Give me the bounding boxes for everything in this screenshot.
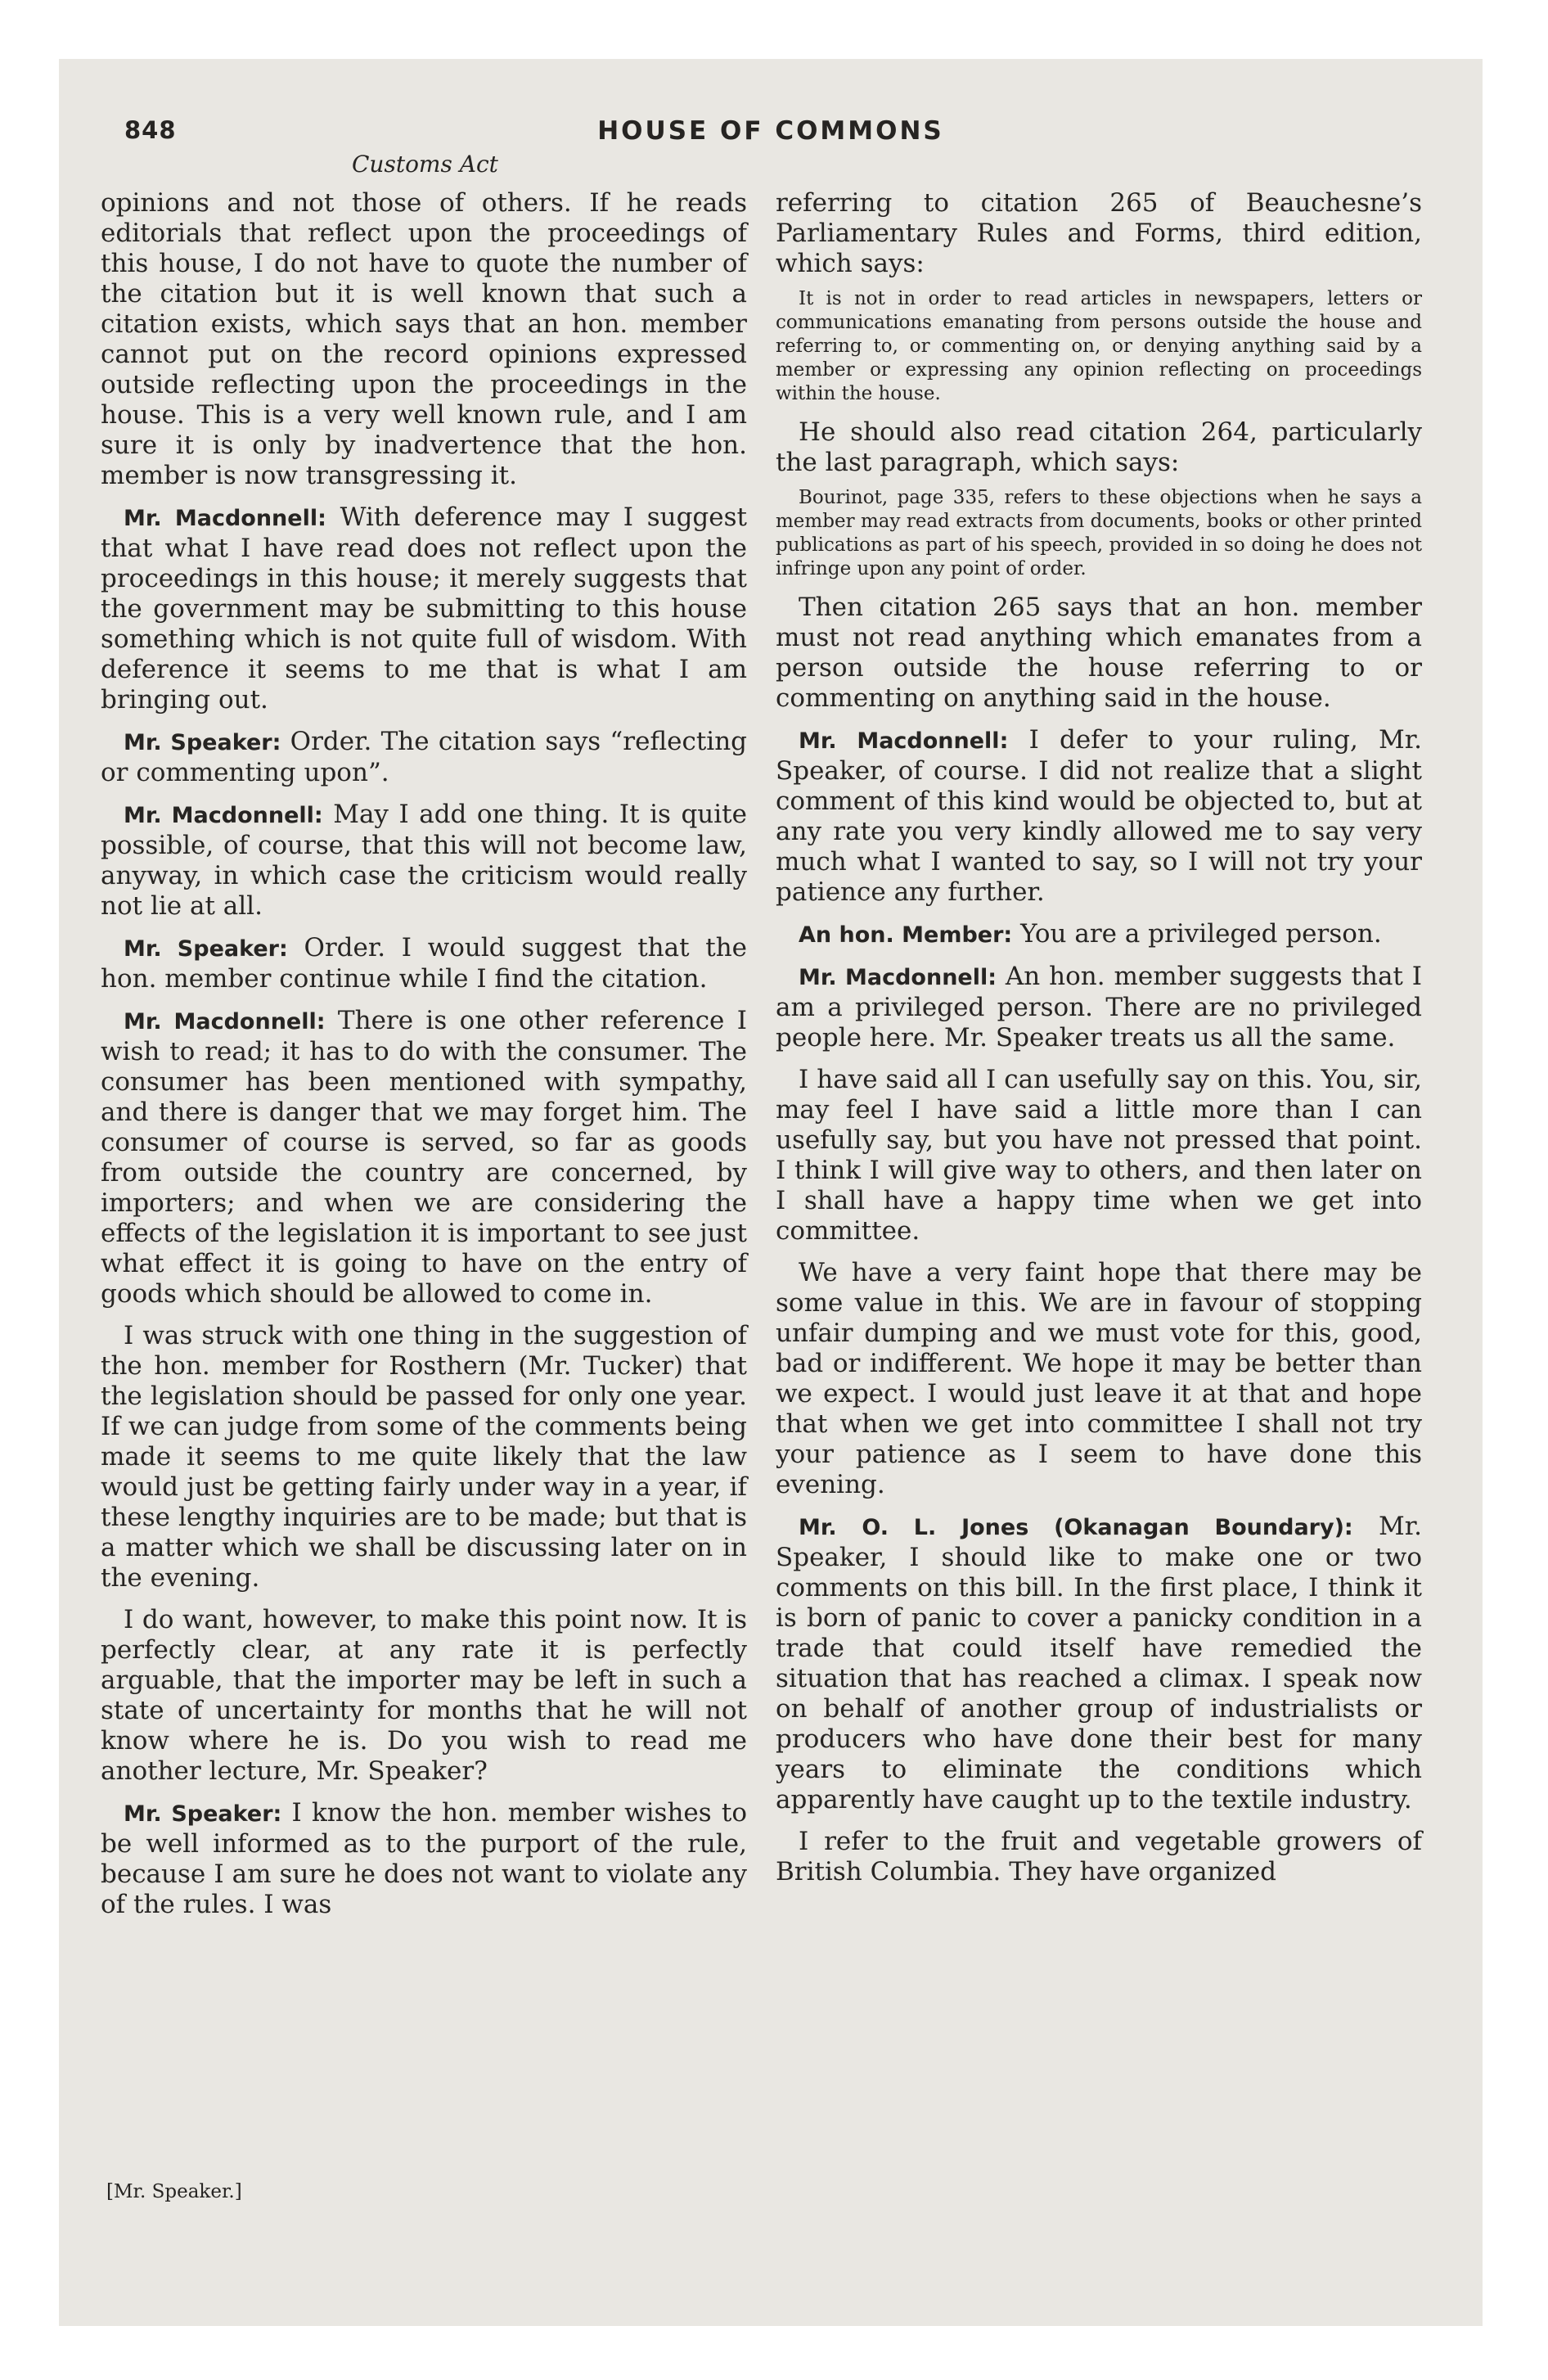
paragraph: An hon. Member: You are a privileged person.: [799, 919, 1382, 949]
page-title: HOUSE OF COMMONS: [597, 116, 944, 146]
paragraph: He should also read citation 264, particularly the last paragraph, which says:: [776, 417, 1422, 477]
speaker-name: Mr. Macdonnell:: [124, 1009, 326, 1034]
left-column: [101, 188, 747, 1931]
quotation: It is not in order to read articles in newspapers, letters or communications emanating from persons outside the house and referring to, or commenting on, or denying anything said by a member or expressing any opinion reflecting on proceedings within the house.: [776, 288, 1422, 404]
subject-heading: Customs Act: [352, 151, 498, 178]
page: [59, 59, 1483, 2326]
speaker-name: Mr. Macdonnell:: [124, 506, 326, 531]
speaker-name: Mr. Macdonnell:: [799, 728, 1009, 754]
speaker-name: Mr. Macdonnell:: [124, 803, 323, 828]
paragraph: Then citation 265 says that an hon. member must not read anything which emanates from a person outside the house referring to or commenting on anything said in the house.: [776, 593, 1422, 713]
paragraph: We have a very faint hope that there may be some value in this. We are in favour of stopping unfair dumping and we must vote for this, good, bad or indifferent. We hope it may be better than we expect. I would just leave it at that and hope that when we get into committee I shall not try your patience as I seem to have done this evening.: [776, 1258, 1422, 1499]
paragraph: Mr. Speaker: I know the hon. member wishes to be well informed as to the purport of the rule, because I am sure he does not want to violate any of the rules. I was: [101, 1798, 748, 1919]
paragraph: I have said all I can usefully say on this. You, sir, may feel I have said a little more than I can usefully say, but you have not pressed that point. I think I will give way to others, and then later on I shall have a happy time when we get into committee.: [776, 1065, 1422, 1246]
right-column: [776, 188, 1422, 1899]
footer-speaker-note: [Mr. Speaker.]: [106, 2181, 242, 2202]
speaker-name: Mr. Speaker:: [124, 730, 281, 755]
paragraph: I refer to the fruit and vegetable growers of British Columbia. They have organized: [776, 1827, 1422, 1886]
paragraph: Mr. Macdonnell: May I add one thing. It is quite possible, of course, that this will not become law, anyway, in which case the criticism would really not lie at all.: [101, 800, 747, 921]
paragraph: referring to citation 265 of Beauchesne’s Parliamentary Rules and Forms, third edition, which says:: [776, 188, 1422, 278]
page-number: 848: [124, 116, 177, 144]
paragraph: Mr. Macdonnell: There is one other reference I wish to read; it has to do with the consumer. The consumer has been mentioned with sympathy, and there is danger that we may forget him. The consumer of course is served, so far as goods from outside the country are concerned, by importers; and when we are considering the effects of the legislation it is important to see just what effect it is going to have on the entry of goods which should be allowed to come in.: [101, 1006, 748, 1309]
paragraph: Mr. Speaker: Order. I would suggest that the hon. member continue while I find the citation.: [101, 933, 748, 994]
quotation: Bourinot, page 335, refers to these objections when he says a member may read extracts from documents, books or other printed publications as part of his speech, provided in so doing he does not infringe upon any point of order.: [776, 487, 1422, 579]
speaker-name: Mr. Speaker:: [124, 1801, 282, 1827]
paragraph: opinions and not those of others. If he reads editorials that reflect upon the proceedings of this house, I do not have to quote the number of the citation but it is well known that such a citation exists, which says that an hon. member cannot put on the record opinions expressed outside reflecting upon the proceedings in the house. This is a very well known rule, and I am sure it is only by inadvertence that the hon. member is now transgressing it.: [101, 188, 747, 490]
paragraph: Mr. Macdonnell: An hon. member suggests that I am a privileged person. There are no privileged people here. Mr. Speaker treats us all the same.: [776, 962, 1422, 1053]
paragraph: Mr. O. L. Jones (Okanagan Boundary): Mr. Speaker, I should like to make one or two comments on this bill. In the first place, I think it is born of panic to cover a panicky condition in a trade that could itself have remedied the situation that has reached a climax. I speak now on behalf of another group of industrialists or producers who have done their best for many years to eliminate the conditions which apparently have caught up to the textile industry.: [776, 1512, 1423, 1814]
paragraph: I do want, however, to make this point now. It is perfectly clear, at any rate it is perfectly arguable, that the importer may be left in such a state of uncertainty for months that he will not know where he is. Do you wish to read me another lecture, Mr. Speaker?: [101, 1605, 747, 1786]
paragraph: I was struck with one thing in the suggestion of the hon. member for Rosthern (Mr. Tucker) that the legislation should be passed for only one year. If we can judge from some of the comments being made it seems to me quite likely that the law would just be getting fairly under way in a year, if these lengthy inquiries are to be made; but that is a matter which we shall be discussing later on in the evening.: [101, 1321, 747, 1593]
paragraph: Mr. Speaker: Order. The citation says “reflecting or commenting upon”.: [101, 727, 748, 787]
paragraph: Mr. Macdonnell: With deference may I suggest that what I have read does not reflect upon the proceedings in this house; it merely suggests that the government may be submitting to this house something which is not quite full of wisdom. With deference it seems to me that is what I am bringing out.: [101, 503, 747, 714]
speaker-name: An hon. Member:: [799, 922, 1013, 948]
paragraph: Mr. Macdonnell: I defer to your ruling, Mr. Speaker, of course. I did not realize that a slight comment of this kind would be objected to, but at any rate you very kindly allowed me to say very much what I wanted to say, so I will not try your patience any further.: [776, 725, 1422, 907]
speaker-name: Mr. Macdonnell:: [799, 965, 997, 990]
speaker-name: Mr. Speaker:: [124, 936, 288, 962]
speaker-name: Mr. O. L. Jones (Okanagan Boundary):: [799, 1515, 1353, 1540]
